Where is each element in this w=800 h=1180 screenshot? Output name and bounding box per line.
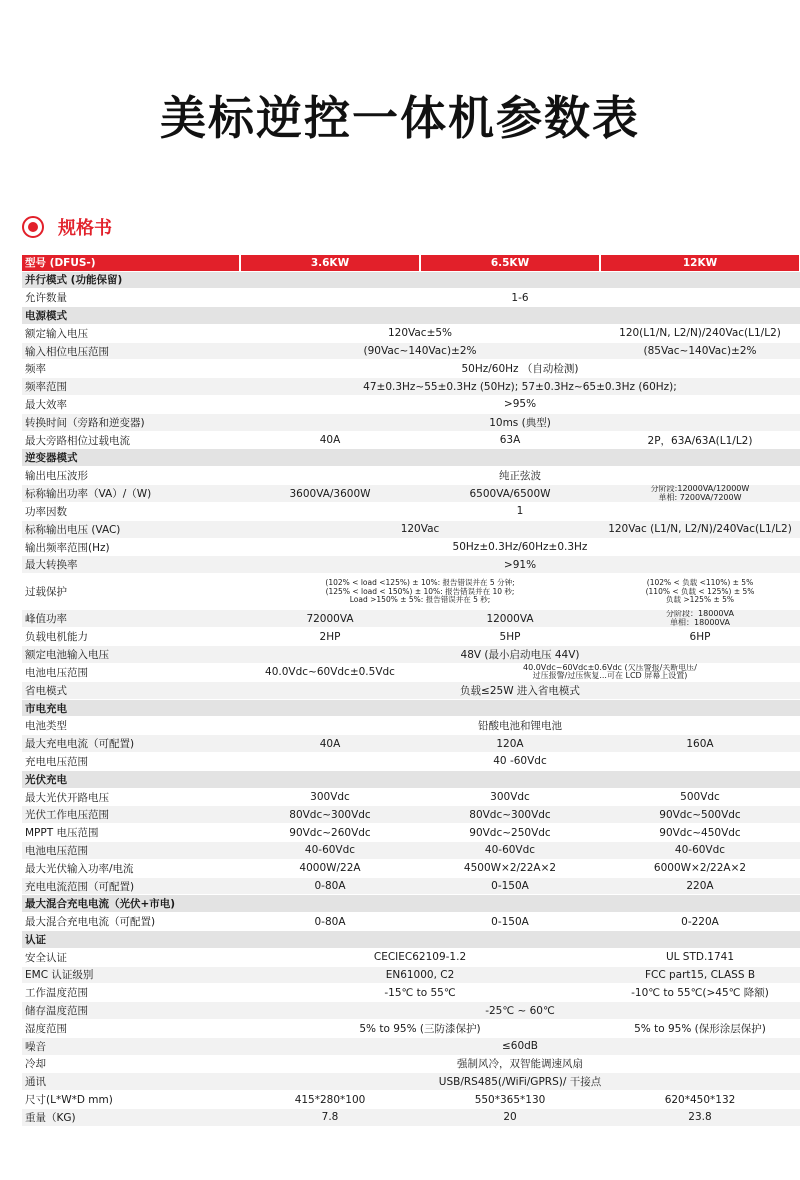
section-row (22, 895, 800, 913)
row-label: 最大转换率 (22, 556, 240, 574)
row-value: 2HP (240, 628, 420, 646)
section-label: 最大混合充电电流（光伏+市电) (22, 895, 800, 913)
row-label: 最大光伏开路电压 (22, 788, 240, 806)
header-12kw: 12KW (600, 255, 800, 271)
table-row (22, 663, 800, 681)
row-label: MPPT 电压范围 (22, 824, 240, 842)
row-value: >95% (240, 396, 800, 414)
row-value: 12000VA (420, 610, 600, 628)
table-row (22, 681, 800, 699)
row-label: 充电电压范围 (22, 753, 240, 771)
row-value: 强制风冷，双智能调速风扇 (240, 1055, 800, 1073)
row-value: 48V (最小启动电压 44V) (240, 646, 800, 664)
table-row (22, 717, 800, 735)
row-label: 通讯 (22, 1073, 240, 1091)
row-value: 120Vac (240, 520, 600, 538)
row-label: EMC 认证级别 (22, 966, 240, 984)
table-row (22, 628, 800, 646)
table-row (22, 538, 800, 556)
section-label: 并行模式 (功能保留) (22, 271, 800, 289)
table-row (22, 1091, 800, 1109)
row-value: 7.8 (240, 1108, 420, 1126)
section-header (22, 212, 112, 242)
table-row (22, 396, 800, 414)
table-row (22, 753, 800, 771)
row-value: UL STD.1741 (600, 948, 800, 966)
row-value: 63A (420, 431, 600, 449)
row-value: 72000VA (240, 610, 420, 628)
row-value: 23.8 (600, 1108, 800, 1126)
row-value: -25℃ ~ 60℃ (240, 1002, 800, 1020)
row-label: 负载电机能力 (22, 628, 240, 646)
spec-table-body (22, 271, 800, 1126)
row-value: 3600VA/3600W (240, 485, 420, 503)
row-value: 500Vdc (600, 788, 800, 806)
section-label: 逆变器模式 (22, 449, 800, 467)
row-value: 90Vdc~250Vdc (420, 824, 600, 842)
row-label: 噪音 (22, 1037, 240, 1055)
row-value: 47±0.3Hz~55±0.3Hz (50Hz); 57±0.3Hz~65±0.3Hz (60Hz); (240, 378, 800, 396)
row-label: 省电模式 (22, 681, 240, 699)
table-row (22, 859, 800, 877)
row-value: 40-60Vdc (420, 842, 600, 860)
row-value: ≤60dB (240, 1037, 800, 1055)
row-label: 充电电流范围（可配置) (22, 877, 240, 895)
row-value: 160A (600, 735, 800, 753)
row-label: 储存温度范围 (22, 1002, 240, 1020)
header-model: 型号 (DFUS-) (22, 255, 240, 271)
section-row (22, 931, 800, 949)
row-value: 5% to 95% (三防漆保护) (240, 1019, 600, 1037)
row-value: USB/RS485(/WiFi/GPRS)/ 干接点 (240, 1073, 800, 1091)
row-value: 4000W/22A (240, 859, 420, 877)
row-value: 120Vac (L1/N, L2/N)/240Vac(L1/L2) (600, 520, 800, 538)
table-row (22, 342, 800, 360)
table-row (22, 378, 800, 396)
row-value: 分阶段：18000VA 单相：18000VA (600, 610, 800, 628)
row-value: 20 (420, 1108, 600, 1126)
row-value: 6HP (600, 628, 800, 646)
row-value: 6000W×2/22A×2 (600, 859, 800, 877)
row-label: 转换时间（旁路和逆变器) (22, 413, 240, 431)
table-row (22, 1019, 800, 1037)
table-row (22, 824, 800, 842)
row-value: 1 (240, 503, 800, 521)
page-title: 美标逆控一体机参数表 (160, 91, 640, 145)
row-value: 40.0Vdc~60Vdc±0.6Vdc (欠压警报/关断电压/ 过压报警/过压恢复...可在 LCD 屏幕上设置) (420, 663, 800, 681)
row-value: (85Vac~140Vac)±2% (600, 342, 800, 360)
table-row (22, 485, 800, 503)
section-label: 电源模式 (22, 307, 800, 325)
row-value: 415*280*100 (240, 1091, 420, 1109)
section-row (22, 271, 800, 289)
row-label: 电池电压范围 (22, 842, 240, 860)
row-label: 标称输出功率（VA）/（W) (22, 485, 240, 503)
row-value: 50Hz±0.3Hz/60Hz±0.3Hz (240, 538, 800, 556)
row-value: 1-6 (240, 289, 800, 307)
header-6-5kw: 6.5KW (420, 255, 600, 271)
row-value: 6500VA/6500W (420, 485, 600, 503)
table-row (22, 842, 800, 860)
row-value: -10℃ to 55℃(>45℃ 降额) (600, 984, 800, 1002)
row-value: 90Vdc~450Vdc (600, 824, 800, 842)
row-value: 0-220A (600, 913, 800, 931)
row-label: 过载保护 (22, 574, 240, 610)
row-label: 最大充电电流（可配置) (22, 735, 240, 753)
row-label: 允许数量 (22, 289, 240, 307)
row-value: 550*365*130 (420, 1091, 600, 1109)
table-row (22, 948, 800, 966)
table-row (22, 735, 800, 753)
table-row (22, 556, 800, 574)
row-value: CECIEC62109-1.2 (240, 948, 600, 966)
row-value: (90Vac~140Vac)±2% (240, 342, 600, 360)
row-label: 额定电池输入电压 (22, 646, 240, 664)
section-label: 光伏充电 (22, 770, 800, 788)
table-row (22, 610, 800, 628)
row-label: 重量（KG) (22, 1108, 240, 1126)
row-label: 光伏工作电压范围 (22, 806, 240, 824)
row-value: 纯正弦波 (240, 467, 800, 485)
row-label: 冷却 (22, 1055, 240, 1073)
table-row (22, 1108, 800, 1126)
row-label: 最大效率 (22, 396, 240, 414)
row-value: 负载≤25W 进入省电模式 (240, 681, 800, 699)
row-value: 50Hz/60Hz （自动检测) (240, 360, 800, 378)
row-value: 40-60Vdc (240, 842, 420, 860)
row-value: >91% (240, 556, 800, 574)
row-value: 10ms (典型) (240, 413, 800, 431)
row-value: (102% < 负载 <110%) ± 5% (110% < 负载 < 125%) ± 5% 负载 >125% ± 5% (600, 574, 800, 610)
table-row (22, 788, 800, 806)
row-label: 最大旁路相位过载电流 (22, 431, 240, 449)
section-row (22, 449, 800, 467)
spec-table (22, 255, 800, 1127)
row-value: 4500W×2/22A×2 (420, 859, 600, 877)
row-value: 2P，63A/63A(L1/L2) (600, 431, 800, 449)
table-row (22, 324, 800, 342)
row-label: 频率 (22, 360, 240, 378)
table-row (22, 520, 800, 538)
row-value: 80Vdc~300Vdc (420, 806, 600, 824)
row-label: 输出频率范围(Hz) (22, 538, 240, 556)
table-row (22, 984, 800, 1002)
row-value: 80Vdc~300Vdc (240, 806, 420, 824)
section-row (22, 307, 800, 325)
table-row (22, 1055, 800, 1073)
table-row (22, 574, 800, 610)
row-value: 40A (240, 431, 420, 449)
row-label: 最大光伏输入功率/电流 (22, 859, 240, 877)
row-value: 0-150A (420, 877, 600, 895)
table-row (22, 806, 800, 824)
row-value: 300Vdc (240, 788, 420, 806)
row-value: 90Vdc~500Vdc (600, 806, 800, 824)
row-value: FCC part15, CLASS B (600, 966, 800, 984)
section-label: 市电充电 (22, 699, 800, 717)
row-value: 90Vdc~260Vdc (240, 824, 420, 842)
table-row (22, 646, 800, 664)
row-value: 40A (240, 735, 420, 753)
row-value: (102% < load <125%) ± 10%: 报告错误并在 5 分钟; (125% < load < 150%) ± 10%: 报告错误并在 10 秒; Load >150% ± 5%: 报告错误并在 5 秒; (240, 574, 600, 610)
table-row (22, 467, 800, 485)
section-title: 规格书 (58, 218, 112, 239)
table-row (22, 431, 800, 449)
row-label: 工作温度范围 (22, 984, 240, 1002)
table-row (22, 360, 800, 378)
row-value: 120(L1/N, L2/N)/240Vac(L1/L2) (600, 324, 800, 342)
row-value: 铅酸电池和锂电池 (240, 717, 800, 735)
table-row (22, 503, 800, 521)
row-value: 300Vdc (420, 788, 600, 806)
row-label: 安全认证 (22, 948, 240, 966)
table-header-row (22, 255, 800, 271)
table-row (22, 1037, 800, 1055)
row-label: 功率因数 (22, 503, 240, 521)
table-row (22, 289, 800, 307)
row-label: 最大混合充电电流（可配置) (22, 913, 240, 931)
row-value: 0-80A (240, 913, 420, 931)
table-row (22, 966, 800, 984)
row-label: 频率范围 (22, 378, 240, 396)
row-value: 0-150A (420, 913, 600, 931)
row-value: 40-60Vdc (600, 842, 800, 860)
row-value: 40.0Vdc~60Vdc±0.5Vdc (240, 663, 420, 681)
section-label: 认证 (22, 931, 800, 949)
row-value: 0-80A (240, 877, 420, 895)
row-label: 额定输入电压 (22, 324, 240, 342)
table-row (22, 877, 800, 895)
row-value: 40 -60Vdc (240, 753, 800, 771)
row-value: 5HP (420, 628, 600, 646)
row-label: 峰值功率 (22, 610, 240, 628)
target-circle-icon (22, 216, 44, 238)
row-label: 输入相位电压范围 (22, 342, 240, 360)
row-value: 5% to 95% (保形涂层保护) (600, 1019, 800, 1037)
row-label: 湿度范围 (22, 1019, 240, 1037)
row-value: 620*450*132 (600, 1091, 800, 1109)
row-value: 220A (600, 877, 800, 895)
row-label: 标称输出电压 (VAC) (22, 520, 240, 538)
row-label: 电池电压范围 (22, 663, 240, 681)
row-value: EN61000, C2 (240, 966, 600, 984)
section-row (22, 770, 800, 788)
row-label: 尺寸(L*W*D mm) (22, 1091, 240, 1109)
section-row (22, 699, 800, 717)
table-row (22, 1073, 800, 1091)
table-row (22, 413, 800, 431)
row-value: 分阶段:12000VA/12000W 单相: 7200VA/7200W (600, 485, 800, 503)
header-3-6kw: 3.6KW (240, 255, 420, 271)
row-value: 120Vac±5% (240, 324, 600, 342)
row-value: 120A (420, 735, 600, 753)
row-label: 输出电压波形 (22, 467, 240, 485)
row-label: 电池类型 (22, 717, 240, 735)
row-value: -15℃ to 55℃ (240, 984, 600, 1002)
table-row (22, 913, 800, 931)
table-row (22, 1002, 800, 1020)
